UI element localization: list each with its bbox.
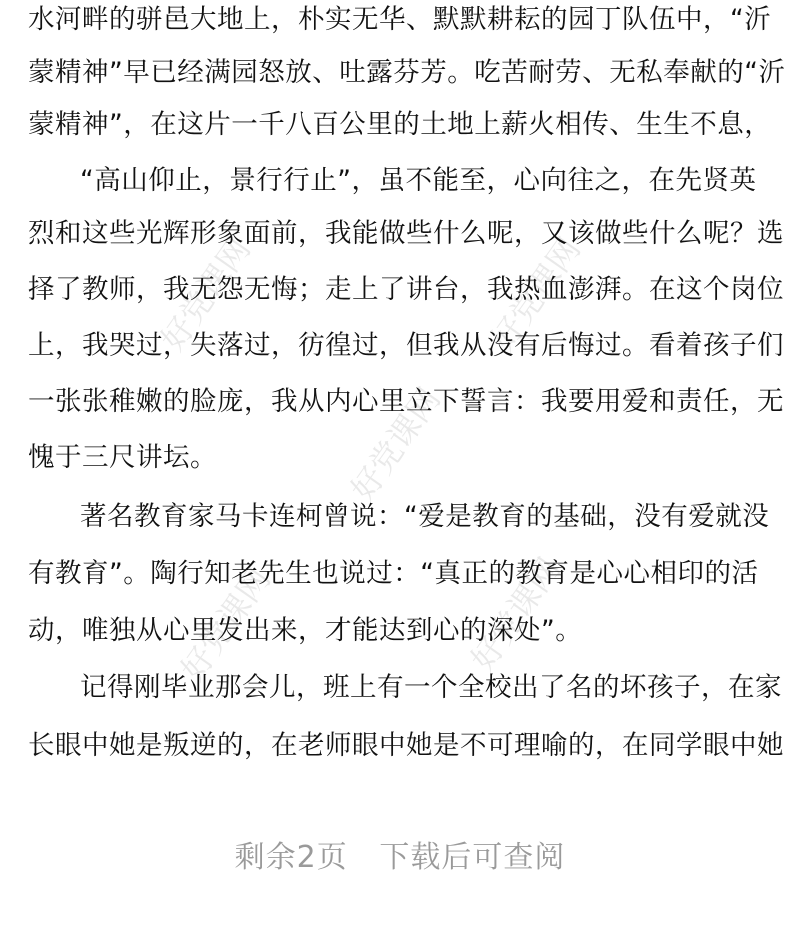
remaining-pages-notice[interactable]: 剩余2页 下载后可查阅 (234, 840, 566, 875)
watermark: 好党课网 (173, 560, 278, 688)
paragraph-line: 有教育”。陶行知老先生也说过：“真正的教育是心心相印的活 (28, 558, 759, 589)
watermark: 好党课网 (483, 230, 588, 358)
paragraph-line: 著名教育家马卡连柯曾说：“爱是教育的基础，没有爱就没 (80, 501, 770, 532)
paragraph-line: 上，我哭过，失落过，彷徨过，但我从没有后悔过。看着孩子们 (28, 330, 784, 361)
paragraph-line: 水河畔的骈邑大地上，朴实无华、默默耕耘的园丁队伍中，“沂 (28, 4, 772, 35)
paragraph-line: “高山仰止，景行行止”，虽不能至，心向往之，在先贤英 (80, 165, 757, 196)
paragraph-line: 烈和这些光辉形象面前，我能做些什么呢，又该做些什么呢？选 (28, 218, 784, 249)
paragraph-line: 蒙精神”早已经满园怒放、吐露芬芳。吃苦耐劳、无私奉献的“沂 (28, 57, 786, 88)
paragraph-line: 记得刚毕业那会儿，班上有一个全校出了名的坏孩子，在家 (80, 672, 782, 703)
paragraph-line: 蒙精神”，在这片一千八百公里的土地上薪火相传、生生不息， (28, 109, 772, 140)
paragraph-line: 一张张稚嫩的脸庞，我从内心里立下誓言：我要用爱和责任，无 (28, 386, 784, 417)
watermark: 好党课网 (153, 230, 258, 358)
paragraph-line: 动，唯独从心里发出来，才能达到心的深处”。 (28, 615, 583, 646)
watermark: 好党课网 (343, 380, 448, 508)
paragraph-line: 愧于三尺讲坛。 (28, 442, 217, 473)
watermark: 好党课网 (463, 550, 568, 678)
paragraph-line: 择了教师，我无怨无悔；走上了讲台，我热血澎湃。在这个岗位 (28, 274, 784, 305)
paragraph-line: 长眼中她是叛逆的，在老师眼中她是不可理喻的，在同学眼中她 (28, 730, 784, 761)
